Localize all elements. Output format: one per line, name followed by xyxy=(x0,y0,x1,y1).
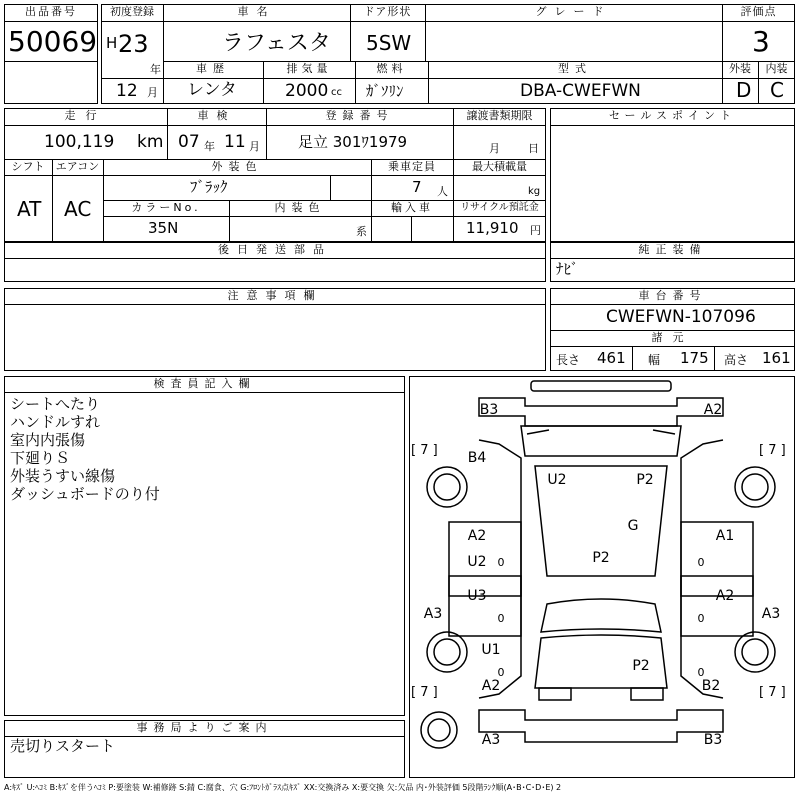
door-label: ドア形状 xyxy=(363,5,412,18)
damage-code: A3 xyxy=(761,606,781,622)
reg-no-label: 登録番号 xyxy=(325,109,394,122)
year-suffix: 年 xyxy=(150,63,161,76)
damage-code: U1 xyxy=(481,642,501,658)
reg-year: 23 xyxy=(118,30,149,58)
fuel: ｶﾞｿﾘﾝ xyxy=(366,82,404,100)
mileage-label: 走行 xyxy=(64,109,107,122)
damage-code: A2 xyxy=(715,588,735,604)
damage-code: U2 xyxy=(467,554,487,570)
right-rear-door xyxy=(681,576,753,636)
front-bumper xyxy=(479,710,723,742)
damage-code: P2 xyxy=(632,658,650,674)
car-name: ラフェスタ xyxy=(222,31,331,56)
int-color-label: 内装色 xyxy=(274,201,326,214)
chassis-number: CWEFWN-107096 xyxy=(606,307,756,327)
inspection-month-suffix: 月 xyxy=(249,140,260,153)
displacement-unit: cc xyxy=(331,87,342,98)
color-no: 35N xyxy=(148,219,179,237)
ext-color: ﾌﾞﾗｯｸ xyxy=(190,178,228,196)
damage-code: G xyxy=(627,518,639,534)
import-label: 輸入車 xyxy=(391,201,433,214)
recycle-unit: 円 xyxy=(530,224,541,237)
mileage-unit: km xyxy=(137,132,164,152)
zero-mark: 0 xyxy=(697,556,705,569)
dims-label: 諸元 xyxy=(651,331,694,344)
inspection-year: 07 xyxy=(178,132,200,152)
body-right xyxy=(681,440,723,698)
windshield xyxy=(541,599,661,632)
zero-mark: 0 xyxy=(497,612,505,625)
inspection-year-suffix: 年 xyxy=(204,140,215,153)
inspector-notes xyxy=(10,395,160,503)
inspection-month: 11 xyxy=(224,132,246,152)
tyre-bracket: [ 7 ] xyxy=(759,685,786,700)
aircon: AC xyxy=(64,197,92,221)
fuel-label: 燃料 xyxy=(376,62,407,75)
inspection-label: 車検 xyxy=(197,109,236,122)
wheel-rear-left xyxy=(427,467,467,507)
interior-label: 内装 xyxy=(765,62,788,75)
ext-color-label: 外装色 xyxy=(211,160,263,173)
inspector-note: 下廻りＳ xyxy=(10,449,71,467)
score-label: 評価点 xyxy=(740,5,777,18)
damage-code: A1 xyxy=(715,528,735,544)
car-diagram xyxy=(409,376,795,778)
car-name-label: 車名 xyxy=(237,5,276,18)
month-suffix: 月 xyxy=(147,86,158,99)
chassis-label: 車台番号 xyxy=(638,289,707,302)
damage-code: B3 xyxy=(703,732,723,748)
lot-no-label: 出品番号 xyxy=(25,5,77,18)
displacement-label: 排気量 xyxy=(286,62,332,75)
office-note: 売切りスタート xyxy=(10,737,116,755)
transfer-day-suffix: 日 xyxy=(528,142,539,155)
lot-no: 50069 xyxy=(8,25,98,58)
width-label: 幅 xyxy=(648,353,661,367)
left-rear-door xyxy=(449,576,521,636)
inspector-note: 室内内張傷 xyxy=(10,431,86,449)
wheel-rear-right xyxy=(735,467,775,507)
damage-code: A2 xyxy=(467,528,487,544)
shift-label: シフト xyxy=(11,160,45,173)
damage-code: U2 xyxy=(547,472,567,488)
headlight-left xyxy=(539,688,571,700)
length-label: 長さ xyxy=(556,353,581,367)
rear-bumper xyxy=(479,398,723,426)
sales-points-box xyxy=(550,108,795,242)
spare-wheel xyxy=(421,712,457,748)
legend: A:ｷｽﾞ U:ﾍｺﾐ B:ｷｽﾞを伴うﾍｺﾐ P:要塗装 W:補修跡 S:錆 C:腐食、穴 G:ﾌﾛﾝﾄｶﾞﾗｽ点ｷｽﾞ XX:交換済み X:要交換 欠:欠品 内･外装評価 5段階ﾗﾝｸ順(A･B･C･D･E) 2 xyxy=(4,783,562,792)
damage-code: B3 xyxy=(479,402,499,418)
damage-code: U3 xyxy=(467,588,487,604)
wheel-front-left xyxy=(427,632,467,672)
capacity-unit: 人 xyxy=(437,185,448,198)
zero-mark: 0 xyxy=(497,666,505,679)
zero-mark: 0 xyxy=(497,556,505,569)
displacement: 2000 xyxy=(285,81,329,101)
reg-no: 足立 301ﾜ1979 xyxy=(298,133,408,151)
height-value: 161 xyxy=(762,349,791,367)
capacity-label: 乗車定員 xyxy=(388,160,436,173)
later-parts-label: 後日発送部品 xyxy=(218,243,332,256)
model: DBA-CWEFWN xyxy=(520,81,641,101)
grade-label: グレード xyxy=(535,5,612,18)
rear-bumper-top xyxy=(531,381,671,391)
max-load-unit: kg xyxy=(528,186,541,197)
inspector-note: 外装うすい線傷 xyxy=(10,467,116,485)
aircon-label: エアコン xyxy=(55,160,100,173)
zero-mark: 0 xyxy=(697,666,705,679)
inspector-note: ダッシュボードのり付 xyxy=(10,485,160,503)
width-value: 175 xyxy=(680,349,709,367)
shift: AT xyxy=(17,197,42,221)
history-label: 車歴 xyxy=(196,62,230,75)
exterior-label: 外装 xyxy=(729,62,751,75)
exterior-grade: D xyxy=(736,78,752,102)
sales-points-label: セールスポイント xyxy=(608,109,736,122)
int-color-suffix: 系 xyxy=(356,225,367,238)
damage-code: A2 xyxy=(703,402,723,418)
inspector-label: 検査員記入欄 xyxy=(153,377,256,390)
length-value: 461 xyxy=(597,349,626,367)
interior-grade: C xyxy=(770,78,784,102)
door-type: 5SW xyxy=(366,31,412,55)
notes-label: 注意事項欄 xyxy=(227,289,323,302)
history: レンタ xyxy=(187,80,237,100)
office-label: 事務局よりご案内 xyxy=(136,721,273,734)
genuine-value: ﾅﾋﾞ xyxy=(556,260,579,278)
recycle: 11,910 xyxy=(466,219,519,237)
reg-month: 12 xyxy=(116,81,138,101)
headlight-right xyxy=(631,688,663,700)
model-label: 型式 xyxy=(558,62,592,75)
transfer-month-suffix: 月 xyxy=(489,142,500,155)
damage-code: A3 xyxy=(423,606,443,622)
recycle-label: リサイクル預託金 xyxy=(460,202,539,213)
era: H xyxy=(106,34,118,52)
damage-code: P2 xyxy=(636,472,654,488)
height-label: 高さ xyxy=(724,353,749,367)
wheel-front-right xyxy=(735,632,775,672)
max-load-label: 最大積載量 xyxy=(472,160,527,173)
score: 3 xyxy=(752,25,770,58)
color-no-label: カラーNo. xyxy=(131,201,201,214)
inspector-note: シートへたり xyxy=(10,395,101,413)
tyre-bracket: [ 7 ] xyxy=(759,443,786,458)
damage-code: B4 xyxy=(467,450,487,466)
tyre-bracket: [ 7 ] xyxy=(411,443,438,458)
zero-mark: 0 xyxy=(697,612,705,625)
damage-code: B2 xyxy=(701,678,721,694)
capacity: 7 xyxy=(412,178,422,196)
damage-code: P2 xyxy=(592,550,610,566)
inspector-note: ハンドルすれ xyxy=(10,413,101,431)
first-reg-label: 初度登録 xyxy=(110,5,154,18)
damage-code: A2 xyxy=(481,678,501,694)
transfer-label: 譲渡書類期限 xyxy=(466,109,533,122)
mileage: 100,119 xyxy=(44,132,115,152)
genuine-label: 純正装備 xyxy=(638,243,707,256)
damage-code: A3 xyxy=(481,732,501,748)
tyre-bracket: [ 7 ] xyxy=(411,685,438,700)
